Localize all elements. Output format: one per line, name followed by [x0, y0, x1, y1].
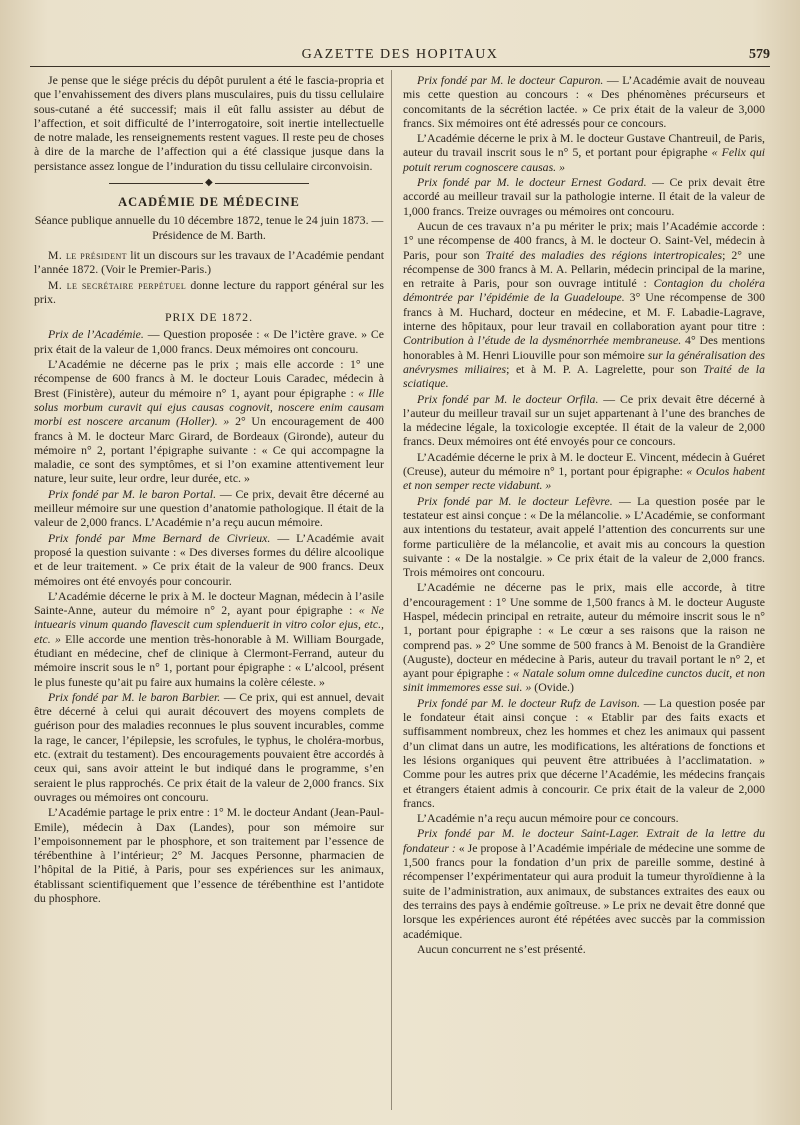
prize-academie-result: [34, 357, 384, 486]
secretary-label: M. le secrétaire perpétuel: [48, 277, 187, 292]
prize-text: — L’Académie avait proposé la question suivante : « Des diverses formes du délire alcoolique et de leur traitement. » Ce prix était de la valeur de 900 francs. Deux mémoires ont été envoyés pour concourir.: [34, 530, 384, 588]
left-column: [34, 73, 384, 905]
prize-title: Prix de l’Académie.: [48, 327, 144, 342]
result-text: L’Académie décerne le prix à M. le docteur Gustave Chantreuil, de Paris, auteur du travail inscrit sous le n° 5, et portant pour épigraphe: [403, 131, 765, 160]
result-text: L’Académie décerne le prix à M. le docteur E. Vincent, médecin à Guéret (Creuse), auteur du mémoire n° 1, portant pour épigraphe:: [403, 449, 765, 479]
prize-godard-paragraph: [403, 175, 765, 218]
work-title: sur la généralisation des anévrysmes miliaires: [403, 347, 766, 376]
prize-saint-lager-paragraph: [403, 826, 765, 940]
result-text: L’Académie décerne le prix à M. le docteur Magnan, médecin à l’asile Sainte-Anne, auteur du mémoire n° 2, ayant pour épigraphe :: [34, 588, 384, 618]
prize-saint-lager-result: Aucun concurrent ne s’est présenté.: [417, 941, 586, 956]
result-text: 3° Une récompense de 300 francs à M. Huchard, docteur en médecine, et M. F. Labadie-Lagrave, interne des hôpitaux, pour leur travail en collaboration ayant pour titre :: [403, 290, 765, 334]
journal-title: GAZETTE DES HOPITAUX: [301, 47, 499, 62]
prize-title: Prix fondé par M. le docteur Capuron.: [417, 73, 604, 87]
result-text: L’Académie ne décerne pas le prix ; mais elle accorde : 1° une récompense de 600 francs à M. le docteur Louis Caradec, médecin à Brest (Finistère), auteur du mémoire n° 1, ayant pour épigraphe :: [34, 357, 384, 400]
section-title: ACADÉMIE DE MÉDECINE: [118, 195, 300, 210]
prize-text: — Question proposée : « De l’ictère grave. » Ce prix était de la valeur de 1,000 francs. Deux mémoires ont concouru.: [34, 327, 385, 356]
prize-title: Prix fondé par Mme Bernard de Civrieux.: [48, 530, 271, 545]
work-title: Traité de la sciatique.: [403, 361, 765, 391]
prize-text: — La question posée par le fondateur était ainsi conçue : « Etablir par des faits exacts et suffisamment nombreux, chez les hommes et chez les animaux qui passent d’un climat dans un autre, les modifications, les altérations de fonctions et les lésions organiques qui peuvent être attribuées à l’acclimatation. » Comme pour les autres prix que décerne l’Académie, les médecins français et étrangers étaient admis à concourir. Ce prix était de la valeur de 2,000 francs.: [403, 695, 765, 810]
prize-title: Prix fondé par M. le docteur Lefèvre.: [417, 493, 613, 508]
result-text: Aucun de ces travaux n’a pu mériter le prix; mais l’Académie accorde : 1° une récompense de 400 francs, à M. le docteur O. Saint-Vel, médecin à Paris, pour son: [403, 218, 765, 262]
result-text: ; et à M. P. A. Lagrelette, pour son: [506, 361, 704, 376]
prize-text: — La question posée par le testateur est ainsi conçue : « De la mélancolie. » L’Académie, se conformant aux intentions du testateur, avait appelé l’attention des concurrents sur une forme particulière de la mélancolie, et avait mis au concours la question suivante : « De la nostalgie. » Ce prix était de la valeur de 2,000 francs. Trois mémoires ont concouru.: [403, 493, 765, 580]
prize-title: Prix fondé par M. le baron Barbier.: [48, 689, 221, 704]
epigraph: « Felix qui potuit rerum cognoscere causas. »: [403, 145, 766, 174]
prize-rufz-paragraph: [403, 696, 765, 810]
epigraph: « Natale solum omne dulcedine cunctos ducit, et non sinit immemores esse sui. »: [403, 666, 765, 695]
prize-text: « Je propose à l’Académie impériale de médecine une somme de 1,500 francs pour la fondation d’un prix de pareille somme, destiné à récompenser l’expérimentateur qui aura produit la tumeur thyroïdienne à la suite de l’administration, aux animaux, de substances extraites des eaux ou des terrains des pays à endémie goîtreuse. » Le prix ne devait être donné que lorsque les expériences auront été répétées avec succès par la commission académique.: [403, 840, 765, 941]
prize-civrieux-paragraph: [34, 531, 384, 588]
prize-text: — Ce prix, qui est annuel, devait être décerné à celui qui aurait découvert des moyens complets de guérison pour des maladies reconnues le plus souvent incurables, comme la rage, le cancer, l’épilepsie, les scrofules, le typhus, le choléra-morbus, etc. (extrait du testament). Des encouragements pouvaient être accordés à ceux qui, sans avoir atteint le but indiqué dans le programme, s’en seraient le plus rapprochés. Ce prix était de la valeur de 2,000 francs. Six ouvrages ou mémoires ont concouru.: [34, 689, 384, 804]
page-number: 579: [749, 47, 770, 62]
prize-list-heading: PRIX DE 1872.: [164, 310, 254, 325]
president-label: M. le président: [48, 247, 127, 262]
prize-text: — L’Académie avait de nouveau mis cette question au concours : « Des phénomènes précurseurs et concomitants de la sécrétion lactée. » Ce prix était de la valeur de 3,000 francs. Six mémoires ont été adressés pour ce concours.: [403, 73, 765, 130]
prize-title: Prix fondé par M. le docteur Saint-Lager. Extrait de la lettre du fondateur :: [403, 826, 765, 855]
epigraph: « Oculos habent et non semper recte vidabunt. »: [403, 464, 765, 493]
secretary-paragraph: [34, 278, 384, 307]
result-text: 2° Un encouragement de 400 francs à M. le docteur Marc Girard, de Bordeaux (Gironde), auteur du mémoire n° 2, portant l’épigraphe suivante : « Ce qui accompagne la maladie, ce sont des symptômes, et si l’on examine attentivement leur nature, leur suite, leur ordre, leur durée, etc. »: [34, 414, 384, 486]
result-text: (Ovide.): [531, 680, 574, 695]
prize-text: — Ce prix, devait être décerné au meilleur mémoire sur une question d’anatomie pathologique. Il était de la valeur de 2,000 francs. L’Académie n’a reçu aucun mémoire.: [34, 486, 384, 530]
president-paragraph: [34, 248, 384, 277]
secretary-text: donne lecture du rapport général sur les prix.: [34, 277, 384, 306]
prize-title: Prix fondé par M. le docteur Orfila.: [417, 391, 599, 406]
prize-capuron-result: [403, 131, 765, 174]
prize-title: Prix fondé par M. le baron Portal.: [48, 486, 217, 501]
right-column: [403, 73, 765, 956]
case-conclusion-paragraph: Je pense que le siége précis du dépôt purulent a été le fascia-propria et que l’envahissement des divers plans musculaires, puis du tissu cellulaire sous-cutané a été successif; mais il eût fallu assister au début de l’affection, et soit difficulté de l’interrogatoire, soit inertie intellectuelle de notre malade, les renseignements restent vagues. Il reste peu de choses à dire de la marche de l’affection qui a été classique jusque dans la persistance assez longue de l’induration du tissu cellulaire circonvoisin.: [34, 73, 384, 173]
prize-barbier-paragraph: [34, 690, 384, 804]
work-title: Traité des maladies des régions intertropicales: [485, 247, 723, 262]
prize-text: — Ce prix devait être accordé au meilleur travail sur la pathologie interne. Il était de la valeur de 1,000 francs. Treize ouvrages ou mémoires ont concouru.: [403, 175, 765, 218]
result-text: ; 2° une récompense de 300 francs à M. A. Pellarin, médecin principal de la marine, en retraite à Paris, pour son ouvrage intitulé :: [403, 247, 766, 291]
column-rule: [391, 70, 392, 1110]
result-text: L’Académie ne décerne pas le prix, mais elle accorde, à titre d’encouragement : 1° Une somme de 1,500 francs à M. le docteur Auguste Haspel, médecin principal en retraite, auteur du mémoire inscrit sous le n° 1, portant pour épigraphe : « Le cœur a ses raisons que la raison ne comprend pas. » 2° Une somme de 500 francs à M. Benoist de la Grandière (Auguste), docteur en médecine à Paris, auteur du travail portant le n° 2, et ayant pour épigraphe :: [403, 580, 765, 681]
prize-academie-paragraph: [34, 327, 384, 356]
prize-godard-result: [403, 219, 765, 391]
result-text: 4° Des mentions honorables à M. Henri Liouville pour son mémoire: [403, 333, 765, 362]
prize-title: Prix fondé par M. le docteur Ernest Godard.: [417, 175, 647, 190]
work-title: Contagion du choléra démontrée par l’épidémie de la Guadeloupe.: [403, 276, 765, 305]
prize-title: Prix fondé par M. le docteur Rufz de Lavison.: [417, 695, 640, 710]
president-text: lit un discours sur les travaux de l’Académie pendant l’année 1872. (Voir le Premier-Paris.): [34, 247, 384, 277]
prize-lefevre-result: [403, 580, 765, 694]
prize-lefevre-paragraph: [403, 494, 765, 580]
prize-text: — Ce prix devait être décerné à l’auteur du meilleur travail sur un sujet appartenant à l’une des branches de la médecine légale, la toxicologie exceptée. Il était de la valeur de 2,000 francs. Deux mémoires ont été envoyés pour ce concours.: [403, 391, 765, 449]
result-text: Elle accorde une mention très-honorable à M. William Bourgade, étudiant en médecine, chef de clinique à Clermont-Ferrand, auteur du mémoire inscrit sous le n° 1, portant pour épigraphe : « L’alcool, présent le plus funeste qu’ait pu faire aux humains la colère céleste. »: [34, 631, 385, 689]
prize-rufz-result: L’Académie n’a reçu aucun mémoire pour ce concours.: [417, 811, 679, 826]
prize-orfila-result: [403, 450, 765, 493]
session-info: Séance publique annuelle du 10 décembre 1872, tenue le 24 juin 1873. — Présidence de M. Barth.: [34, 213, 384, 242]
running-header: [30, 44, 770, 67]
section-separator: [109, 179, 309, 187]
epigraph: « Ne intuearis vinum quando flavescit cum splenduerit in vitro color ejus, etc., etc. »: [34, 603, 385, 646]
prize-orfila-paragraph: [403, 392, 765, 449]
epigraph: « Ille solus morbum curavit qui ejus causas cognovit, noscere enim causam morbi est noscere arcanum (Holler). »: [34, 385, 384, 429]
work-title: Contribution à l’étude de la dysménorrhée membraneuse.: [403, 333, 682, 348]
prize-capuron-paragraph: [403, 73, 765, 130]
prize-barbier-result: L’Académie partage le prix entre : 1° M. le docteur Andant (Jean-Paul-Emile), médecin à Dax (Landes), pour son mémoire sur l’empoisonnement par le phosphore, et son traitement par l’essence de térébenthine à l’intérieur; 2° M. Jacques Personne, pharmacien de l’hôpital de la Pitié, à Paris, pour ses expériences sur les animaux, établissant scientifiquement que l’essence de térébenthine est l’antidote du phosphore.: [34, 805, 384, 906]
prize-civrieux-result: [34, 589, 384, 689]
prize-portal-paragraph: [34, 487, 384, 530]
